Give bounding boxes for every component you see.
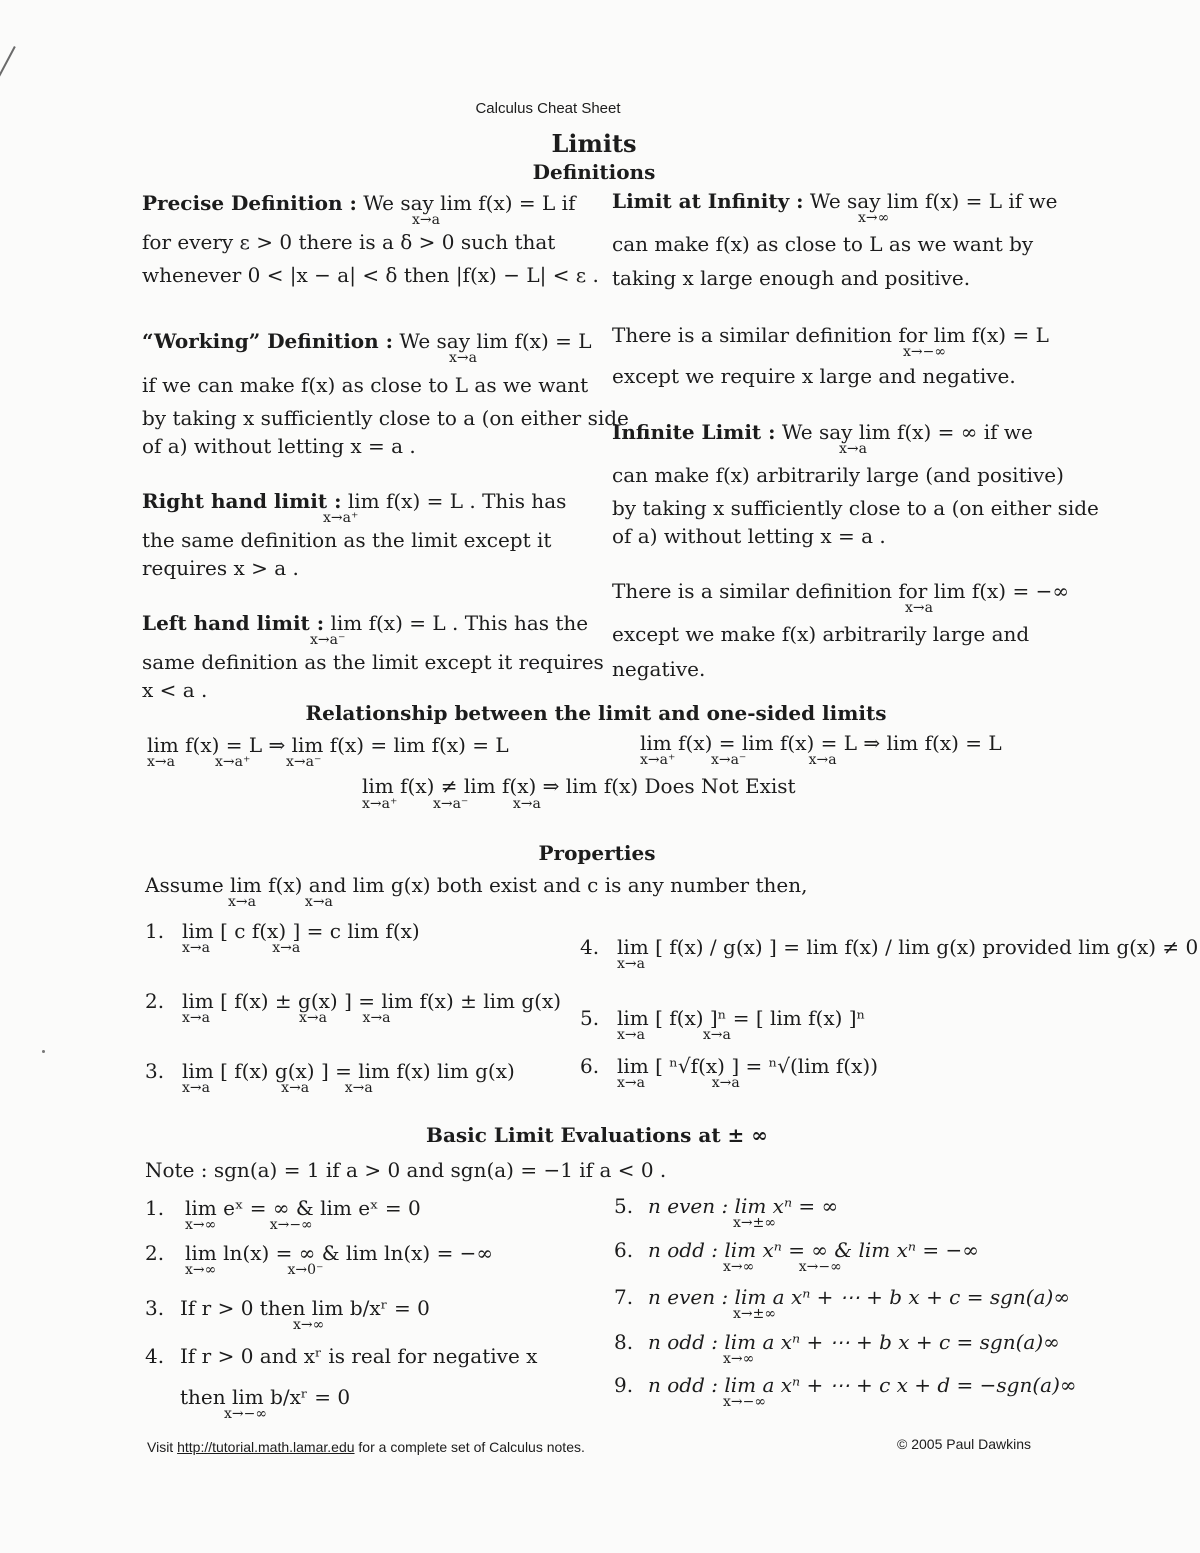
basic-limit-subscript: x→±∞ bbox=[733, 1306, 777, 1322]
basic-limit-number: 8. bbox=[614, 1330, 634, 1354]
basic-limit-number: 2. bbox=[145, 1241, 165, 1265]
property-expression: lim [ c f(x) ] = c lim f(x) bbox=[182, 919, 420, 943]
right-hand-limit-line3: requires x > a . bbox=[142, 556, 299, 580]
neg-infinite-subscript: x→a bbox=[905, 600, 933, 616]
basic-limit-expression: n even : lim a xⁿ + ⋯ + b x + c = sgn(a)∞ bbox=[648, 1285, 1070, 1309]
neg-infinity-line1: There is a similar definition for lim f(x) = L bbox=[612, 323, 1049, 347]
left-hand-limit-subscript: x→a⁻ bbox=[310, 632, 346, 648]
relationship-formula-2: lim f(x) = lim f(x) = L ⇒ lim f(x) = L bbox=[640, 731, 1002, 755]
running-title: Calculus Cheat Sheet bbox=[475, 100, 621, 117]
working-definition-label: “Working” Definition : bbox=[142, 329, 394, 353]
tutorial-link[interactable]: http://tutorial.math.lamar.edu bbox=[177, 1439, 355, 1455]
right-hand-limit-label: Right hand limit : bbox=[142, 489, 342, 513]
property-number: 6. bbox=[580, 1054, 600, 1078]
basic-limit-subscript: x→∞ bbox=[293, 1317, 325, 1333]
precise-definition-label: Precise Definition : bbox=[142, 191, 357, 215]
working-limit-subscript: x→a bbox=[449, 350, 477, 366]
infinite-limit-line2: can make f(x) arbitrarily large (and positive) bbox=[612, 463, 1064, 487]
footer-rest: for a complete set of Calculus notes. bbox=[358, 1439, 585, 1455]
properties-assumption-subscript: x→a x→a bbox=[228, 894, 333, 910]
basic-limit-expression: n odd : lim xⁿ = ∞ & lim xⁿ = −∞ bbox=[648, 1238, 979, 1262]
left-hand-limit-line2: same definition as the limit except it requires bbox=[142, 650, 604, 674]
property-expression: lim [ f(x) ]ⁿ = [ lim f(x) ]ⁿ bbox=[617, 1006, 866, 1030]
precise-definition-line1: We say lim f(x) = L if bbox=[363, 191, 576, 215]
infinite-limit-line1: We say lim f(x) = ∞ if we bbox=[781, 420, 1033, 444]
basic-limit-subscript: x→±∞ bbox=[733, 1215, 777, 1231]
limit-at-infinity-subscript: x→∞ bbox=[858, 210, 890, 226]
property-subscript: x→a x→a bbox=[182, 940, 301, 956]
property-subscript: x→a bbox=[617, 956, 645, 972]
infinite-limit-line3: by taking x sufficiently close to a (on either side bbox=[612, 496, 1099, 520]
precise-definition-line3: whenever 0 < |x − a| < δ then |f(x) − L| < ε . bbox=[142, 263, 599, 287]
basic-limit-subscript: x→∞ x→−∞ bbox=[185, 1217, 313, 1233]
basic-limit-subscript: x→−∞ bbox=[723, 1394, 767, 1410]
relationship-formula-1-subscript: x→a x→a⁺ x→a⁻ bbox=[147, 754, 322, 770]
right-hand-limit-subscript: x→a⁺ bbox=[323, 510, 359, 526]
precise-definition-line2: for every ε > 0 there is a δ > 0 such that bbox=[142, 230, 556, 254]
basic-limit-expression: n odd : lim a xⁿ + ⋯ + c x + d = −sgn(a)∞ bbox=[648, 1373, 1077, 1397]
basic-limit-subscript: x→∞ x→0⁻ bbox=[185, 1262, 324, 1278]
basic-limit-expression: If r > 0 and xʳ is real for negative x bbox=[180, 1344, 538, 1368]
limit-at-infinity-label: Limit at Infinity : bbox=[612, 189, 804, 213]
section-heading-relationship: Relationship between the limit and one-sided limits bbox=[305, 701, 887, 725]
limit-at-infinity-line1: We say lim f(x) = L if we bbox=[809, 189, 1058, 213]
footer-note bbox=[147, 1440, 585, 1454]
basic-limit-subscript: x→∞ bbox=[723, 1351, 755, 1367]
basic-limit-expression: lim eˣ = ∞ & lim eˣ = 0 bbox=[185, 1196, 421, 1220]
footer-visit: Visit bbox=[147, 1439, 174, 1455]
right-hand-limit-line2: the same definition as the limit except it bbox=[142, 528, 552, 552]
left-hand-limit-line3: x < a . bbox=[142, 678, 208, 702]
property-subscript: x→a x→a x→a bbox=[182, 1010, 391, 1026]
neg-infinite-line3: negative. bbox=[612, 657, 706, 681]
page-title: Limits bbox=[551, 129, 637, 158]
neg-infinity-subscript: x→−∞ bbox=[903, 344, 947, 360]
basic-limit-expression: then lim b/xʳ = 0 bbox=[180, 1385, 351, 1409]
section-heading-basic-limits: Basic Limit Evaluations at ± ∞ bbox=[426, 1123, 768, 1147]
pen-stroke-mark bbox=[0, 46, 16, 109]
copyright: © 2005 Paul Dawkins bbox=[897, 1436, 1032, 1452]
neg-infinite-line1: There is a similar definition for lim f(x) = −∞ bbox=[612, 579, 1069, 603]
basic-limit-number: 4. bbox=[145, 1344, 165, 1368]
limit-at-infinity-line3: taking x large enough and positive. bbox=[612, 266, 971, 290]
relationship-formula-2-subscript: x→a⁺ x→a⁻ x→a bbox=[640, 752, 837, 768]
scan-speck bbox=[42, 1050, 45, 1053]
infinite-limit-label: Infinite Limit : bbox=[612, 420, 776, 444]
property-expression: lim [ f(x) ± g(x) ] = lim f(x) ± lim g(x) bbox=[182, 989, 562, 1013]
neg-infinite-line2: except we make f(x) arbitrarily large and bbox=[612, 622, 1030, 646]
property-number: 1. bbox=[145, 919, 165, 943]
basic-limit-subscript: x→−∞ bbox=[224, 1406, 268, 1422]
relationship-formula-3-subscript: x→a⁺ x→a⁻ x→a bbox=[362, 796, 541, 812]
basic-limit-number: 1. bbox=[145, 1196, 165, 1220]
basic-limit-subscript: x→∞ x→−∞ bbox=[723, 1259, 842, 1275]
neg-infinity-line2: except we require x large and negative. bbox=[612, 364, 1016, 388]
basic-limit-expression: n odd : lim a xⁿ + ⋯ + b x + c = sgn(a)∞ bbox=[648, 1330, 1060, 1354]
property-expression: lim [ f(x) / g(x) ] = lim f(x) / lim g(x) provided lim g(x) ≠ 0 bbox=[617, 935, 1199, 959]
properties-assumption: Assume lim f(x) and lim g(x) both exist and c is any number then, bbox=[145, 873, 808, 897]
working-definition-line2: if we can make f(x) as close to L as we want bbox=[142, 373, 589, 397]
relationship-formula-1: lim f(x) = L ⇒ lim f(x) = lim f(x) = L bbox=[147, 733, 509, 757]
right-hand-limit-line1: lim f(x) = L . This has bbox=[347, 489, 567, 513]
section-heading-properties: Properties bbox=[538, 841, 656, 865]
property-number: 4. bbox=[580, 935, 600, 959]
relationship-formula-3: lim f(x) ≠ lim f(x) ⇒ lim f(x) Does Not Exist bbox=[362, 774, 796, 798]
property-subscript: x→a x→a x→a bbox=[182, 1080, 373, 1096]
property-expression: lim [ ⁿ√f(x) ] = ⁿ√(lim f(x)) bbox=[617, 1054, 878, 1078]
working-definition-line3: by taking x sufficiently close to a (on either side bbox=[142, 406, 629, 430]
left-hand-limit-label: Left hand limit : bbox=[142, 611, 325, 635]
precise-limit-subscript: x→a bbox=[412, 212, 440, 228]
basic-limit-number: 3. bbox=[145, 1296, 165, 1320]
working-definition-line1: We say lim f(x) = L bbox=[399, 329, 592, 353]
left-hand-limit-line1: lim f(x) = L . This has the bbox=[330, 611, 589, 635]
infinite-limit-line4: of a) without letting x = a . bbox=[612, 524, 886, 548]
property-subscript: x→a x→a bbox=[617, 1027, 731, 1043]
basic-limit-number: 7. bbox=[614, 1285, 634, 1309]
basic-limit-number: 5. bbox=[614, 1194, 634, 1218]
property-expression: lim [ f(x) g(x) ] = lim f(x) lim g(x) bbox=[182, 1059, 515, 1083]
basic-limit-expression: lim ln(x) = ∞ & lim ln(x) = −∞ bbox=[185, 1241, 494, 1265]
basic-limit-expression: n even : lim xⁿ = ∞ bbox=[648, 1194, 839, 1218]
property-subscript: x→a x→a bbox=[617, 1075, 740, 1091]
section-heading-definitions: Definitions bbox=[532, 160, 656, 184]
property-number: 3. bbox=[145, 1059, 165, 1083]
property-number: 5. bbox=[580, 1006, 600, 1030]
basic-limit-number: 9. bbox=[614, 1373, 634, 1397]
property-number: 2. bbox=[145, 989, 165, 1013]
working-definition-line4: of a) without letting x = a . bbox=[142, 434, 416, 458]
infinite-limit-subscript: x→a bbox=[839, 441, 867, 457]
sgn-note: Note : sgn(a) = 1 if a > 0 and sgn(a) = −1 if a < 0 . bbox=[145, 1158, 667, 1182]
basic-limit-expression: If r > 0 then lim b/xʳ = 0 bbox=[180, 1296, 430, 1320]
limit-at-infinity-line2: can make f(x) as close to L as we want by bbox=[612, 232, 1034, 256]
basic-limit-number: 6. bbox=[614, 1238, 634, 1262]
